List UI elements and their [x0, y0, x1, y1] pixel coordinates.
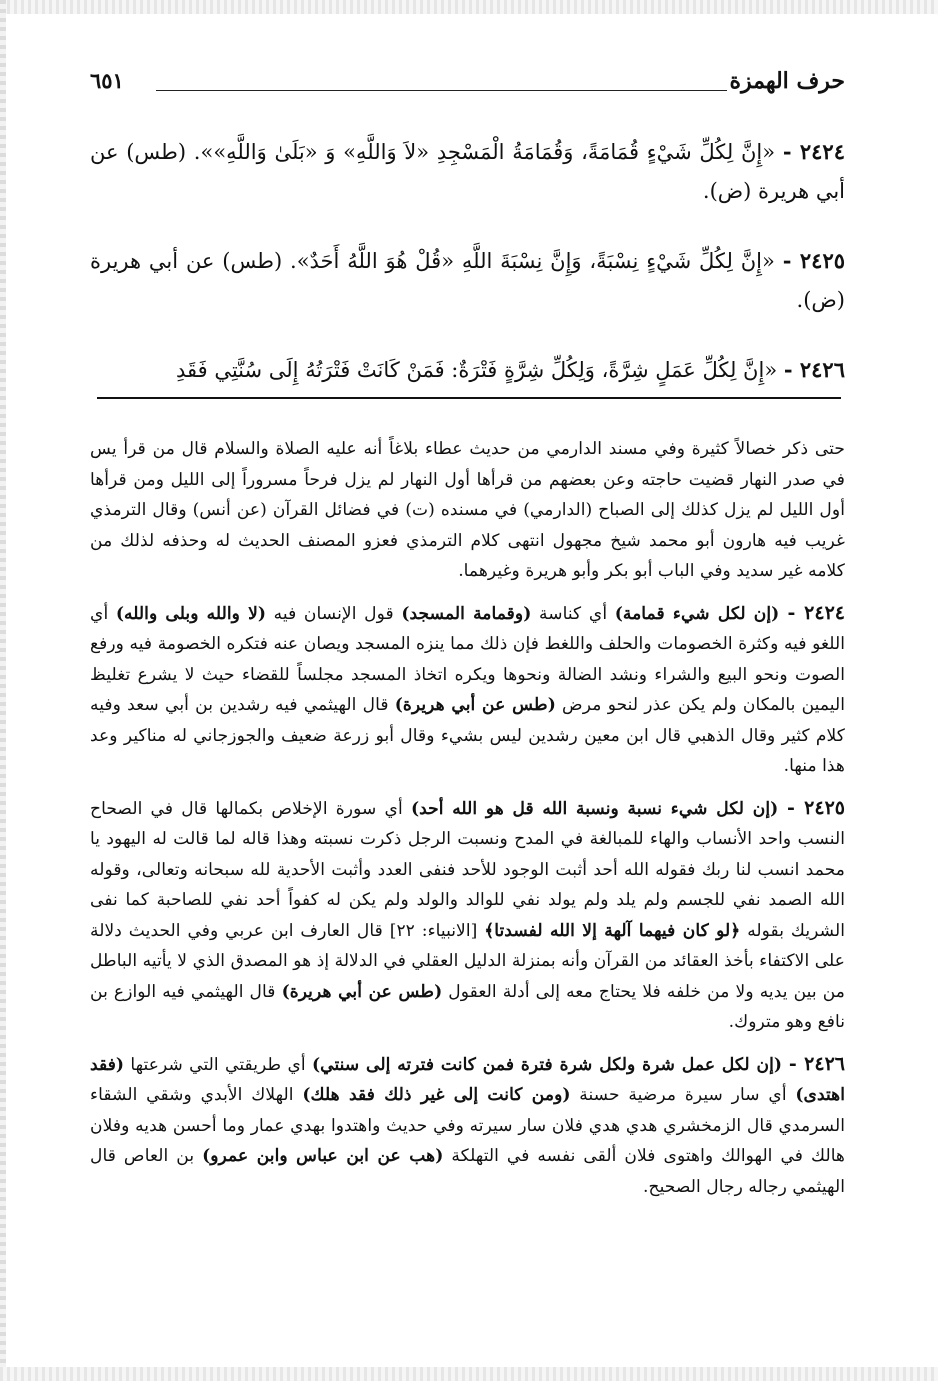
commentary-text: [الانبياء: ٢٢] قال العارف ابن عربي وفي الحديث دلالة على الاكتفاء بأخذ العقائد من القرآن وأنه بمنزلة الدليل العقلي في الدلالة إذ هو المصدق الذي لا يأتيه الباطل من بين يديه ولا من خلفه فلا يحتاج معه إلى أدلة العقول	[90, 920, 845, 1002]
commentary-lemma: (إن لكل عمل شرة ولكل شرة فترة فمن كانت فترته إلى سنتي)	[311, 1054, 789, 1075]
commentary-text: أي كناسة	[531, 603, 615, 624]
hadith-text: «إِنَّ لِكُلِّ شَيْءٍ نِسْبَةً، وَإِنَّ نِسْبَةَ اللَّهِ «قُلْ هُوَ اللَّهُ أَحَدٌ». (طس) عن أبي هريرة (ض).	[90, 249, 845, 312]
hadith-number: ٢٤٢٦ -	[783, 357, 845, 382]
header-rule	[156, 90, 727, 91]
commentary-2425	[90, 793, 845, 1038]
commentary-lemma: (فقد اهتدى)	[90, 1054, 845, 1105]
footnote-separator	[97, 397, 841, 399]
hadith-number: ٢٤٢٥ -	[782, 248, 846, 273]
hadith-text: «إِنَّ لِكُلِّ شَيْءٍ قُمَامَةً، وَقُمَامَةُ الْمَسْجِدِ «لاَ وَاللَّهِ» وَ «بَلَىٰ وَاللَّهِ»». (طس) عن أبي هريرة (ض).	[90, 140, 845, 203]
commentary-text: أي سار سيرة مرضية حسنة	[570, 1085, 796, 1105]
commentary-source: (طس عن أبي هريرة)	[394, 695, 556, 715]
commentary-text: حتى ذكر خصالاً كثيرة وفي مسند الدارمي من حديث عطاء بلاغاً أنه عليه الصلاة والسلام قال من قرأ يس في صدر النهار قضيت حاجته وعن بعضهم من قرأها أول النهار لم يزل فرحاً مسروراً إلى الليل ومن قرأها أول الليل لم يزل كذلك إلى الصباح (الدارمي) في مسنده (ت) في فضائل القرآن (عن أنس) وقال الترمذي غريب فيه هارون أبو محمد شيخ مجهول انتهى كلام الترمذي فعزو المصنف الحديث له وحذفه لذلك من كلامه غير سديد وفي الباب أبو بكر وأبو هريرة وغيرهما.	[90, 439, 845, 581]
hadith-2426	[90, 350, 845, 389]
commentary-2424	[90, 598, 845, 782]
commentary-text: أي اللغو فيه وكثرة الخصومات والحلف واللغط فإن ذلك مما ينزه المسجد ويصان عنه فتكره الخصومة فيه ورفع الصوت ونحو البيع والشراء ونشد الضالة ونحوها ويكره اتخاذ المسجد مجلساً للقضاء حيث لا يشرع تغليظ اليمين بالمكان ولم يكن عذر لنحو مرض	[90, 603, 845, 715]
page-header	[90, 62, 845, 102]
commentary-text: قول الإنسان فيه	[266, 603, 402, 624]
commentary-lemma: (إن لكل شيء قمامة)	[614, 603, 788, 624]
commentary-source: (هب عن ابن عباس وابن عمرو)	[202, 1146, 444, 1166]
commentary-lemma: (لا والله وبلى والله)	[115, 603, 267, 624]
page-number: ٦٥١	[90, 68, 124, 93]
scan-edge-left	[0, 0, 6, 1381]
commentary-text: قال الهيثمي فيه الوازع بن نافع وهو متروك.	[90, 981, 845, 1032]
hadith-2424	[90, 132, 845, 211]
hadith-text: «إِنَّ لِكُلِّ عَمَلٍ شِرَّةً، وَلِكُلِّ شِرَّةٍ فَتْرَةٌ: فَمَنْ كَانَتْ فَتْرَتُهُ إِلَى سُنَّتِي فَقَدِ	[175, 358, 784, 382]
commentary-text: أي طريقتي التي شرعتها	[124, 1054, 312, 1075]
quran-verse: ﴿لو كان فيهما آلهة إلا الله لفسدتا﴾	[484, 920, 741, 941]
commentary	[90, 434, 845, 1213]
commentary-text: الهلاك الأبدي وشقي الشقاء السرمدي قال الزمخشري هدي هدي فلان سار سيرته وفي حديث واهتدوا بهدي عمار وما أحسن هديه وفلان هالك في الهوالك واهتوى فلان ألقى نفسه في التهلكة	[90, 1085, 845, 1166]
commentary-number: ٢٤٢٤ -	[787, 601, 845, 624]
commentary-text: أي سورة الإخلاص بكمالها قال في الصحاح النسب واحد الأنساب والهاء للمبالغة في المدح ونسبت الرجل ذكرت نسبته وهذا قاله لما قالت له اليهود يا محمد انسب لنا ربك فقوله الله أحد أثبت الوجود للأحد فنفى العدد وأثبت الأحدية لله سبحانه وتعالى، وقوله الله الصمد نفي للجسم ولم يلد ولم يولد نفي للوالد والولد ولم يكن له كفواً أحد نفي للصاحبة كما نفى الشريك بقوله	[90, 798, 845, 941]
commentary-lemma: (إن لكل شيء نسبة ونسبة الله قل هو الله أحد)	[410, 798, 787, 819]
chapter-title: حرف الهمزة	[729, 68, 845, 94]
commentary-lemma: (ومن كانت إلى غير ذلك فقد هلك)	[302, 1085, 571, 1105]
commentary-2426	[90, 1049, 845, 1203]
commentary-number: ٢٤٢٦ -	[788, 1052, 845, 1075]
commentary-source: (طس عن أبي هريرة)	[281, 981, 443, 1002]
book-page	[90, 62, 846, 1197]
commentary-lemma: (وقمامة المسجد)	[401, 603, 532, 624]
scan-edge-top	[0, 0, 938, 14]
commentary-text: بن العاص قال الهيثمي رجاله رجال الصحيح.	[90, 1146, 845, 1197]
hadith-2425	[90, 241, 845, 320]
commentary-number: ٢٤٢٥ -	[786, 796, 845, 819]
hadith-number: ٢٤٢٤ -	[782, 139, 845, 164]
commentary-text: قال الهيثمي فيه رشدين بن أبي سعد وفيه كلام كثير وقال الذهبي قال ابن معين رشدين ليس بشيء وقال أبو زرعة ضعيف والجوزجاني له مناكير وعد هذا منها.	[90, 695, 845, 776]
scan-edge-bottom	[0, 1367, 938, 1381]
commentary-intro	[90, 434, 845, 587]
